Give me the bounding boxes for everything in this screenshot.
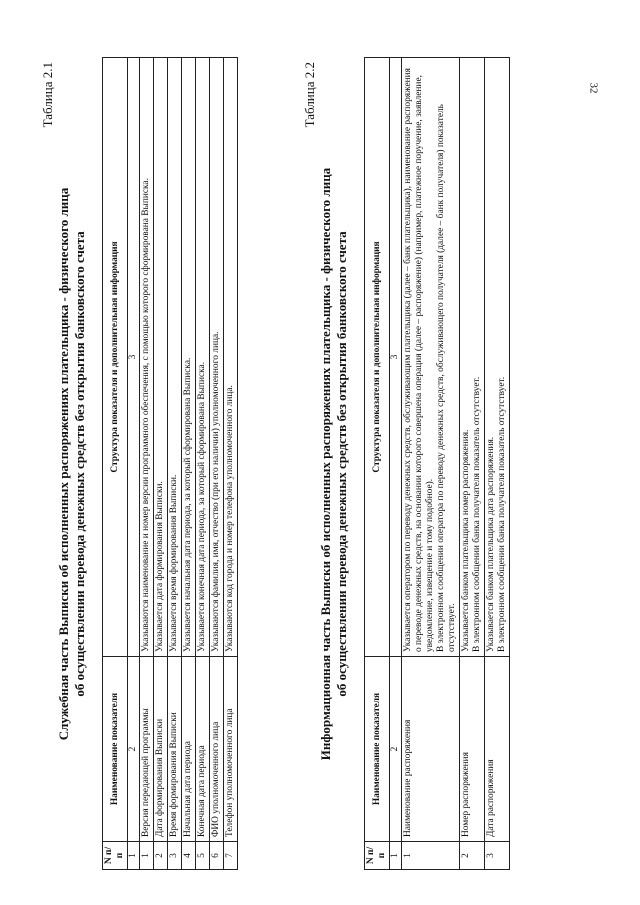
table-header-row [365,58,390,870]
table-row [210,58,224,870]
row-number: 6 [210,842,224,870]
table-row [460,58,485,870]
indicator-info: Указывается время формирования Выписки. [168,58,182,657]
column-index: 1 [128,842,140,870]
table-title-line: об осуществлении перевода денежных средств без открытия банковского счета [72,231,87,697]
indicator-info [485,58,510,657]
table-title-line: Информационная часть Выписки об исполненных распоряжениях плательщика - физического лица [318,167,333,761]
indicator-name: Номер распоряжения [460,657,485,842]
row-number: 4 [182,842,196,870]
info-paragraph: Указывается банком плательщика дата распоряжения. [486,436,496,652]
table-2-1-section [40,58,238,870]
indicator-name: Дата распоряжения [485,657,510,842]
table-title [318,58,350,870]
indicator-info [402,58,460,657]
indicator-info: Указывается конечная дата периода, за который сформирована Выписка. [196,58,210,657]
table-title-line: Служебная часть Выписки об исполненных распоряжениях плательщика - физического лица [56,187,71,741]
row-number: 2 [460,842,485,870]
indicator-name: Версия передающей программы [140,657,154,842]
indicator-info: Указывается дата формирования Выписки. [154,58,168,657]
table-row [196,58,210,870]
row-number: 2 [154,842,168,870]
table-row [182,58,196,870]
column-index: 2 [390,657,402,842]
table-row [168,58,182,870]
info-paragraph: В электронном сообщении банка получателя показатель отсутствует. [472,376,482,652]
column-header: Наименование показателя [103,657,128,842]
column-header: Структура показателя и дополнительная информация [103,58,128,657]
indicator-name: Время формирования Выписки [168,657,182,842]
column-header: Наименование показателя [365,657,390,842]
indicator-name: Начальная дата периода [182,657,196,842]
column-header: N п/п [365,842,390,870]
row-number: 3 [485,842,510,870]
column-index-row [390,58,402,870]
table-row [402,58,460,870]
table-header-row [103,58,128,870]
column-index-row [128,58,140,870]
row-number: 7 [224,842,238,870]
info-paragraph: В электронном сообщении оператора по переводу денежных средств, обслуживающего получателя (далее – банк получателя) показатель отсутствует. [436,104,457,652]
row-number: 5 [196,842,210,870]
column-index: 3 [128,58,140,657]
table-row [154,58,168,870]
indicator-info: Указываются код города и номер телефона уполномоченного лица. [224,58,238,657]
table-title [56,58,88,870]
rotated-page-content [40,58,605,870]
table-2-1 [102,57,238,870]
indicator-info: Указываются фамилия, имя, отчество (при его наличии) уполномоченного лица. [210,58,224,657]
indicator-info: Указывается начальная дата периода, за который сформирована Выписка. [182,58,196,657]
indicator-name: ФИО уполномоченного лица [210,657,224,842]
indicator-info [460,58,485,657]
table-2-2-section [302,58,510,870]
table-label: Таблица 2.2 [302,62,317,128]
info-paragraph: Указывается оператором по переводу денежных средств, обслуживающим плательщика (далее – банк плательщика), наименование распоряжения о переводе денежных средств, на основании которого совершена операция (далее – распоряжение) (например, платежное поручение, заявление, уведомление, извещение и тому подобное). [403,68,435,652]
column-index: 1 [390,842,402,870]
column-header: N п/п [103,842,128,870]
column-header: Структура показателя и дополнительная информация [365,58,390,657]
indicator-name: Конечная дата периода [196,657,210,842]
indicator-name: Телефон уполномоченного лица [224,657,238,842]
row-number: 1 [402,842,460,870]
indicator-name: Дата формирования Выписки [154,657,168,842]
table-row [224,58,238,870]
column-index: 2 [128,657,140,842]
row-number: 1 [140,842,154,870]
table-row [485,58,510,870]
indicator-info: Указываются наименование и номер версии программного обеспечения, с помощью которого сформирована Выписка. [140,58,154,657]
indicator-name: Наименование распоряжения [402,657,460,842]
table-label: Таблица 2.1 [40,62,55,128]
row-number: 3 [168,842,182,870]
table-2-2 [364,57,510,870]
info-paragraph: В электронном сообщении банка получателя показатель отсутствует. [497,376,507,652]
page-number: 32 [587,82,600,94]
table-row [140,58,154,870]
column-index: 3 [390,58,402,657]
table-title-line: об осуществлении перевода денежных средств без открытия банковского счета [334,231,349,697]
info-paragraph: Указывается банком плательщика номер распоряжения. [461,429,471,652]
